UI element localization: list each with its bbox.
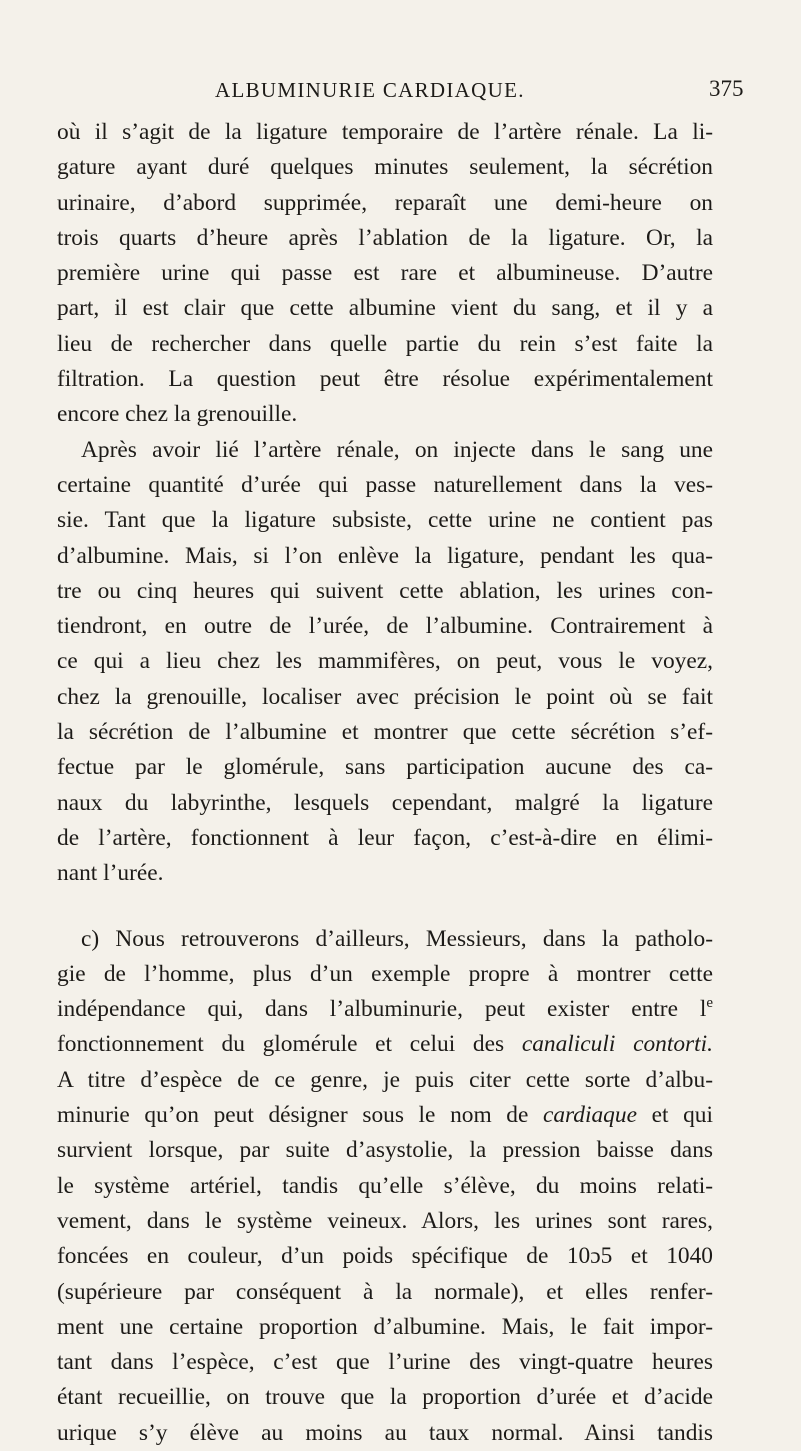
- text-line: [57, 992, 713, 1027]
- text-line: tre ou cinq heures qui suivent cette ablation, les urines con-: [57, 577, 713, 604]
- text-line: filtration. La question peut être résolue expérimentalement: [57, 366, 713, 393]
- text-line: tant dans l’espèce, c’est que l’urine des vingt-quatre heures: [57, 1349, 713, 1376]
- running-title: ALBUMINURIE CARDIAQUE.: [215, 78, 525, 102]
- text-line: fectue par le glomérule, sans participation aucune des ca-: [57, 754, 713, 781]
- text-line: la sécrétion de l’albumine et montrer que cette sécrétion s’ef-: [57, 719, 713, 746]
- text-line: chez la grenouille, localiser avec précision le point où se fait: [57, 683, 713, 710]
- text-run: fonctionnement du glomérule et celui des: [57, 1031, 522, 1058]
- text-line: sie. Tant que la ligature subsiste, cette urine ne contient pas: [57, 507, 713, 534]
- text-line: nant l’urée.: [57, 860, 164, 887]
- text-run: minurie qu’on peut désigner sous le nom de: [57, 1102, 543, 1129]
- text-line: où il s’agit de la ligature temporaire de l’artère rénale. La li-: [57, 119, 713, 145]
- text-line: de l’artère, fonctionnent à leur façon, c’est-à-dire en élimi-: [57, 824, 713, 851]
- text-line: encore chez la grenouille.: [57, 401, 298, 428]
- page-number: 375: [709, 76, 744, 101]
- text-line: lieu de rechercher dans quelle partie du rein s’est faite la: [57, 330, 713, 357]
- text-run: indépendance qui, dans l’albuminurie, peut exister entre l: [57, 996, 707, 1023]
- text-line: tiendront, en outre de l’urée, de l’albumine. Contrairement à: [57, 613, 713, 640]
- text-line: (supérieure par conséquent à la normale), et elles renfer-: [57, 1278, 713, 1305]
- text-line: d’albumine. Mais, si l’on enlève la ligature, pendant les qua-: [57, 542, 713, 569]
- italic-term: cardiaque: [542, 1102, 637, 1129]
- text-line: Après avoir lié l’artère rénale, on injecte dans le sang une: [81, 436, 713, 463]
- text-line: première urine qui passe est rare et albumineuse. D’autre: [57, 260, 713, 287]
- italic-term: canaliculi contorti.: [521, 1031, 713, 1058]
- text-line: le système artériel, tandis qu’elle s’élève, du moins relati-: [57, 1172, 713, 1199]
- text-line: foncées en couleur, d’un poids spécifique de 10ɔ5 et 1040: [57, 1243, 713, 1270]
- text-line: [57, 1098, 713, 1133]
- text-line: étant recueillie, on trouve que la proportion d’urée et d’acide: [57, 1384, 713, 1411]
- text-line: ment une certaine proportion d’albumine. Mais, le fait impor-: [57, 1313, 713, 1340]
- text-line: survient lorsque, par suite d’asystolie, la pression baisse dans: [57, 1137, 713, 1164]
- text-line: ce qui a lieu chez les mammifères, on peut, vous le voyez,: [57, 648, 713, 675]
- text-line: [57, 1027, 713, 1062]
- text-line: part, il est clair que cette albumine vient du sang, et il y a: [57, 295, 713, 322]
- text-line: urinaire, d’abord supprimée, reparaît une demi-heure on: [57, 189, 713, 216]
- text-line: A titre d’espèce de ce genre, je puis citer cette sorte d’albu-: [57, 1066, 713, 1093]
- text-line: vement, dans le système veineux. Alors, les urines sont rares,: [57, 1207, 713, 1234]
- superscript: e: [706, 995, 713, 1012]
- paragraph-gap: [57, 892, 713, 922]
- body-text: [57, 115, 713, 1451]
- text-line: gature ayant duré quelques minutes seulement, la sécrétion: [57, 154, 713, 181]
- text-line: certaine quantité d’urée qui passe naturellement dans la ves-: [57, 471, 713, 498]
- text-line: urique s’y élève au moins au taux normal. Ainsi tandis: [57, 1419, 713, 1446]
- running-head: [0, 78, 801, 108]
- text-line: c) Nous retrouverons d’ailleurs, Messieurs, dans la patholo-: [81, 925, 713, 952]
- text-line: naux du labyrinthe, lesquels cependant, malgré la ligature: [57, 789, 713, 816]
- text-line: gie de l’homme, plus d’un exemple propre à montrer cette: [57, 960, 713, 987]
- text-run: et qui: [636, 1102, 713, 1129]
- text-line: trois quarts d’heure après l’ablation de la ligature. Or, la: [57, 224, 713, 251]
